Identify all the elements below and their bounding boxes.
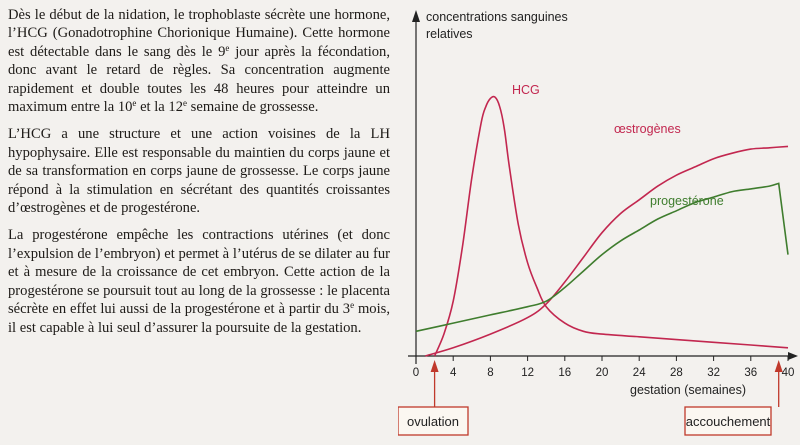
x-tick-label: 24 (632, 367, 646, 379)
text-segment: et la 12 (136, 99, 184, 116)
x-tick-label: 20 (595, 367, 609, 379)
x-tick-label: 40 (781, 367, 795, 379)
annotation-arrow-head (775, 360, 783, 372)
x-tick-label: 4 (449, 367, 457, 379)
series-label-hcg: HCG (512, 83, 540, 97)
x-tick-label: 8 (487, 367, 494, 379)
text-paragraph (8, 6, 390, 116)
text-segment: La progestérone empêche les contractions utérines (et donc l’expulsion de l’embryon) et permet à l’utérus de se dilater au fur et à mesure de la croissance de cet embryon. Cette action de la progestérone se poursuit tout au long de la grossesse : le placenta sécrète en effet lui aussi de la progestérone et à partir du 3 (8, 227, 390, 318)
x-tick-label: 32 (707, 367, 720, 379)
hormone-chart (398, 0, 800, 445)
annotation-label-ovulation: ovulation (406, 414, 460, 429)
ordinal-superscript: e (225, 42, 230, 53)
series-label-strogenes: œstrogènes (614, 122, 681, 136)
y-axis-arrow (412, 10, 420, 22)
x-tick-label: 0 (412, 367, 420, 379)
ordinal-superscript: e (350, 300, 355, 311)
explanatory-text (8, 6, 390, 346)
ordinal-superscript: e (183, 98, 188, 109)
x-axis-arrow (788, 352, 798, 360)
text-segment: semaine de grossesse. (187, 99, 319, 116)
text-paragraph (8, 125, 390, 217)
x-tick-label: 16 (558, 367, 572, 379)
series-line-progesterone (416, 183, 788, 331)
x-tick-label: 28 (670, 367, 683, 379)
x-axis-label: gestation (semaines) (630, 383, 747, 397)
annotation-arrow-head (431, 360, 439, 372)
series-label-progesterone: progestérone (650, 194, 724, 208)
y-axis-label: concentrations sanguines (426, 10, 568, 24)
ordinal-superscript: e (132, 98, 137, 109)
text-segment: Dès le début de la nidation, le trophoblaste sécrète une hormone, l’HCG (Gonadotrophine Chorionique Humaine). Cette hormone est détectable dans le sang dès le 9 (8, 7, 390, 60)
series-line-hcg (435, 96, 788, 356)
text-segment: L’HCG a une structure et une action voisines de la LH hypophysaire. Elle est responsable du maintien du corps jaune et de sa transformation en corps jaune de grossesse. Le corps jaune répond à la stimulation en sécrétant des quantités croissantes d’œstrogènes et de progestérone. (8, 126, 390, 217)
y-axis-label: relatives (426, 27, 473, 41)
text-segment: jour après la fécondation, donc avant le retard de règles. Sa concentration augmente rapidement et double toutes les 48 heures pour atteindre un maximum entre la 10 (8, 43, 390, 116)
annotation-label-accouchement: accouchement (685, 414, 771, 429)
text-paragraph (8, 226, 390, 336)
x-tick-label: 12 (521, 367, 534, 379)
x-tick-label: 36 (744, 367, 758, 379)
text-segment: mois, il est capable à lui seul d’assurer la poursuite de la gestation. (8, 301, 390, 336)
chart-svg (398, 0, 800, 445)
